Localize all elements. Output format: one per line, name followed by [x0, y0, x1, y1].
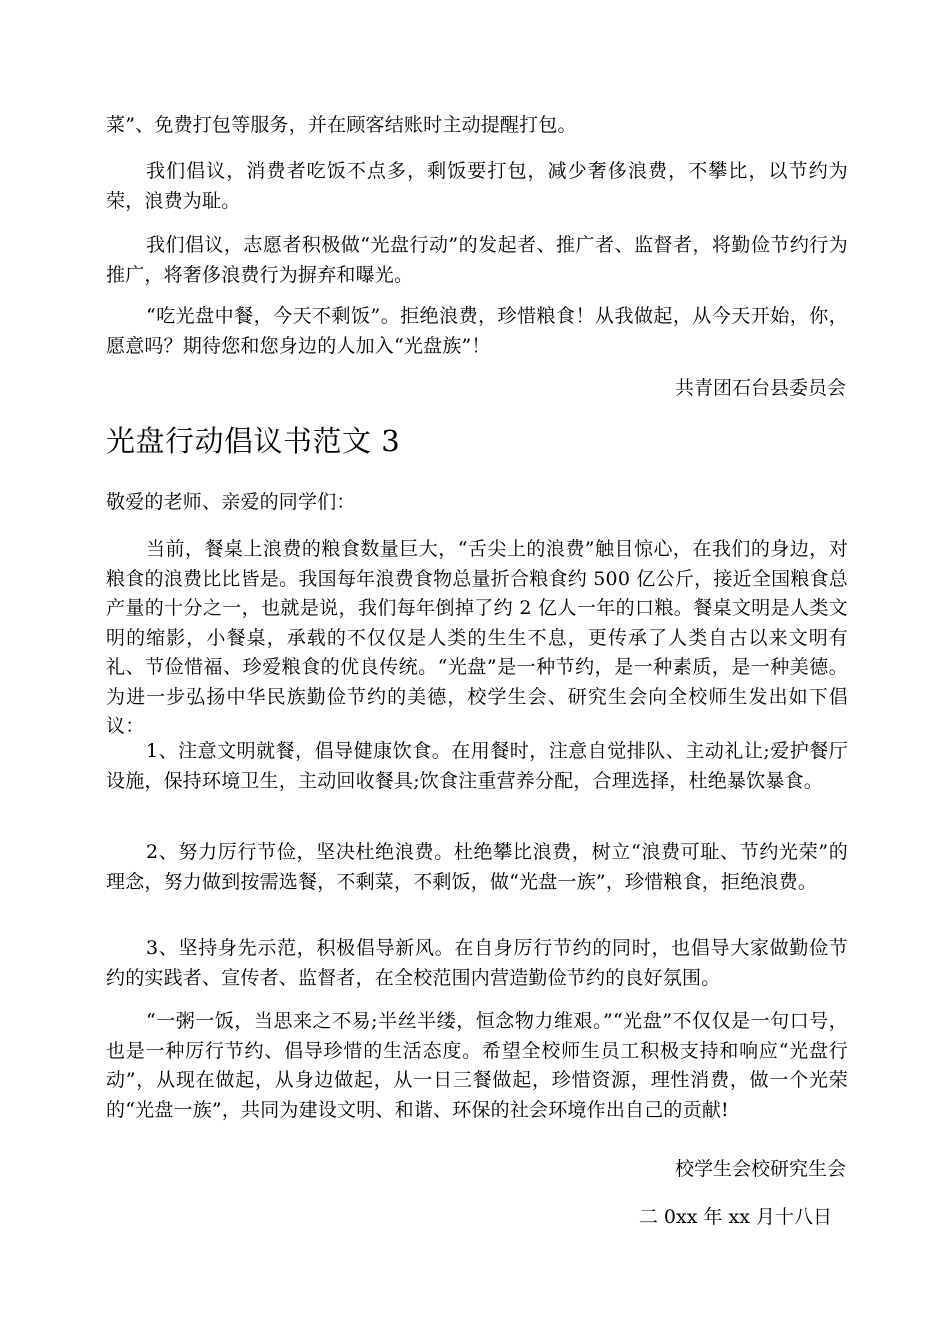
- signature-student-union: 校学生会校研究生会: [674, 1158, 846, 1180]
- paragraph-intro: 当前，餐桌上浪费的粮食数量巨大，“舌尖上的浪费”触目惊心，在我们的身边，对粮食的浪费比比皆是。我国每年浪费食物总量折合粮食约 500 亿公斤，接近全国粮食总产量的十分之一，也就是说，我们每年倒掉了约 2 亿人一年的口粮。餐桌文明是人类文明的缩影，小餐桌，承载的不仅仅是人类的生生不息，更传承了人类自古以来文明有礼、节俭惜福、珍爱粮食的优良传统。“光盘”是一种节约，是一种素质，是一种美德。为进一步弘扬中华民族勤俭节约的美德，校学生会、研究生会向全校师生发出如下倡议：: [106, 538, 848, 737]
- salutation: 敬爱的老师、亲爱的同学们：: [106, 491, 356, 513]
- paragraph-consumer-proposal: 我们倡议，消费者吃饭不点多，剩饭要打包，减少奢侈浪费，不攀比，以节约为荣，浪费为耻。: [106, 160, 848, 212]
- list-item-proposal-2: 2、努力厉行节俭，坚决杜绝浪费。杜绝攀比浪费，树立“浪费可耻、节约光荣”的理念，努力做到按需选餐，不剩菜，不剩饭，做“光盘一族”，珍惜粮食，拒绝浪费。: [106, 841, 848, 893]
- section-title: 光盘行动倡议书范文 3: [106, 424, 401, 458]
- list-item-proposal-1: 1、注意文明就餐，倡导健康饮食。在用餐时，注意自觉排队、主动礼让;爱护餐厅设施，保持环境卫生，主动回收餐具;饮食注重营养分配，合理选择，杜绝暴饮暴食。: [106, 740, 848, 792]
- paragraph-continuation: 菜”、免费打包等服务，并在顾客结账时主动提醒打包。: [106, 114, 577, 136]
- signature-youth-league: 共青团石台县委员会: [674, 377, 846, 399]
- paragraph-closing: “一粥一饭，当思来之不易;半丝半缕，恒念物力维艰。”“光盘”不仅仅是一句口号，也是一种厉行节约、倡导珍惜的生活态度。希望全校师生员工积极支持和响应“光盘行动”，从现在做起，从身边做起，从一日三餐做起，珍惜资源，理性消费，做一个光荣的“光盘一族”，共同为建设文明、和谐、环保的社会环境作出自己的贡献!: [106, 1010, 848, 1121]
- date-line: 二 0xx 年 xx 月十八日: [638, 1206, 832, 1228]
- list-item-proposal-3: 3、坚持身先示范，积极倡导新风。在自身厉行节约的同时，也倡导大家做勤俭节约的实践者、宣传者、监督者，在全校范围内营造勤俭节约的良好氛围。: [106, 937, 848, 989]
- paragraph-slogan: “吃光盘中餐，今天不剩饭”。拒绝浪费，珍惜粮食！从我做起，从今天开始，你，愿意吗？期待您和您身边的人加入“光盘族”！: [106, 305, 848, 357]
- paragraph-volunteer-proposal: 我们倡议，志愿者积极做“光盘行动”的发起者、推广者、监督者，将勤俭节约行为推广，将奢侈浪费行为摒弃和曝光。: [106, 234, 848, 286]
